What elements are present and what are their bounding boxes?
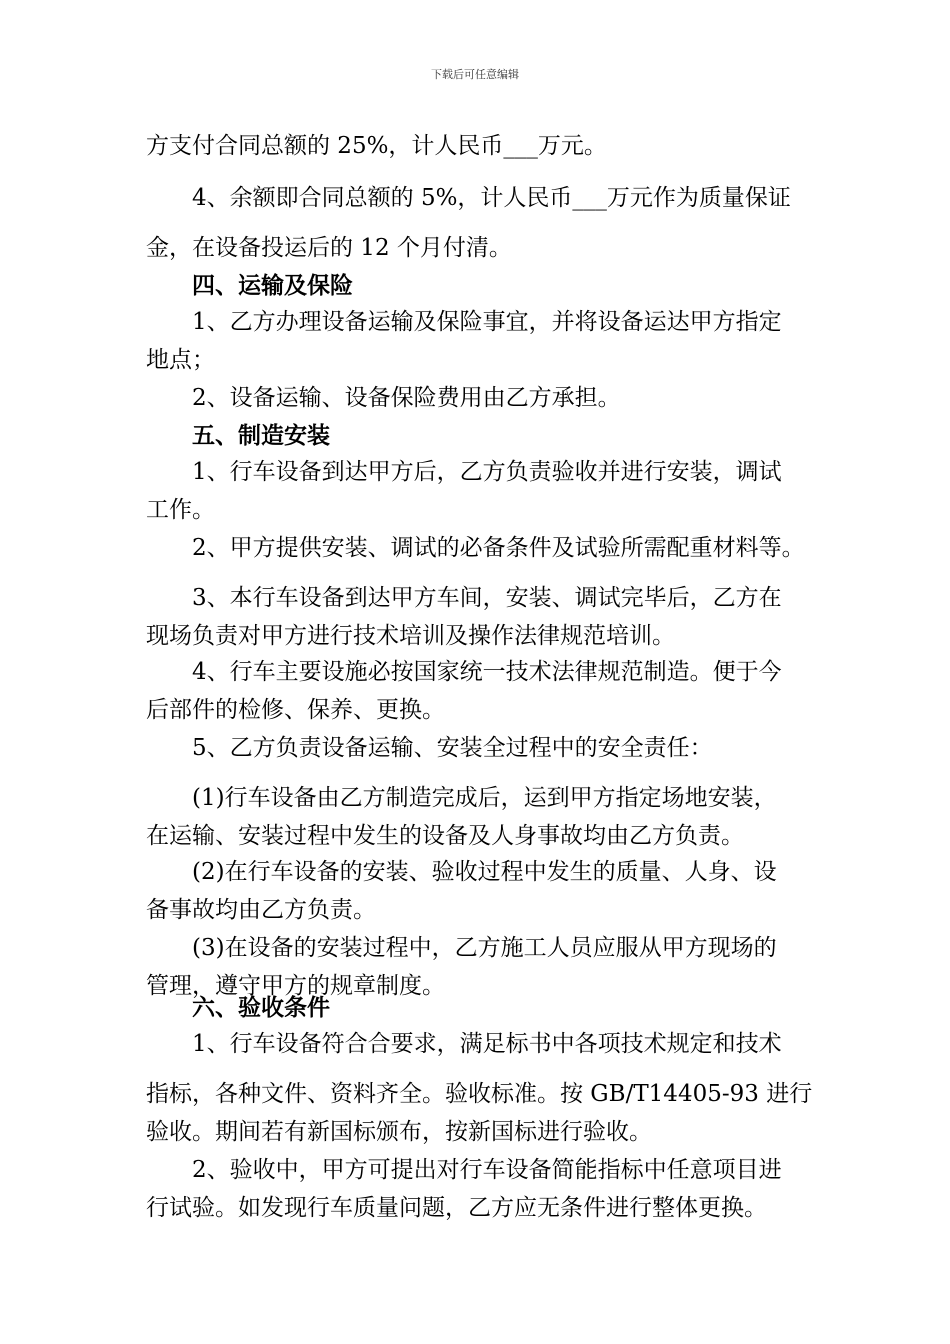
- paragraph-line: 地点；: [146, 347, 215, 373]
- paragraph-line: 工作。: [146, 497, 215, 523]
- paragraph-line: 4、行车主要设施必按国家统一技术法律规范制造。便于今: [192, 659, 782, 685]
- paragraph-line: 1、乙方办理设备运输及保险事宜，并将设备运达甲方指定: [192, 309, 782, 335]
- section-heading: 四、运输及保险: [192, 273, 353, 299]
- paragraph-line: 管理，遵守甲方的规章制度。: [146, 973, 445, 999]
- paragraph-line: (2)在行车设备的安装、验收过程中发生的质量、人身、设: [192, 859, 777, 885]
- paragraph-line: 1、行车设备符合合要求，满足标书中各项技术规定和技术: [192, 1031, 782, 1057]
- section-heading: 五、制造安装: [192, 423, 330, 449]
- paragraph-line: 3、本行车设备到达甲方车间，安装、调试完毕后，乙方在: [192, 585, 782, 611]
- paragraph-line: 验收。期间若有新国标颁布，按新国标进行验收。: [146, 1119, 652, 1145]
- section-heading: 六、验收条件: [192, 995, 330, 1021]
- paragraph-line: 2、甲方提供安装、调试的必备条件及试验所需配重材料等。: [192, 535, 805, 561]
- paragraph-line: 在运输、安装过程中发生的设备及人身事故均由乙方负责。: [146, 823, 744, 849]
- paragraph-line: 备事故均由乙方负责。: [146, 897, 376, 923]
- paragraph-line: 5、乙方负责设备运输、安装全过程中的安全责任：: [192, 735, 713, 761]
- paragraph-line: 2、验收中，甲方可提出对行车设备简能指标中任意项目进: [192, 1157, 782, 1183]
- paragraph-line: 2、设备运输、设备保险费用由乙方承担。: [192, 385, 621, 411]
- paragraph-line: 金，在设备投运后的 12 个月付清。: [146, 235, 512, 261]
- paragraph-line: (1)行车设备由乙方制造完成后，运到甲方指定场地安装，: [192, 785, 777, 811]
- paragraph-line: 4、余额即合同总额的 5%，计人民币___万元作为质量保证: [192, 185, 791, 211]
- paragraph-line: 现场负责对甲方进行技术培训及操作法律规范培训。: [146, 623, 675, 649]
- paragraph-line: (3)在设备的安装过程中，乙方施工人员应服从甲方现场的: [192, 935, 777, 961]
- paragraph-line: 方支付合同总额的 25%，计人民币___万元。: [146, 133, 607, 159]
- paragraph-line: 行试验。如发现行车质量问题，乙方应无条件进行整体更换。: [146, 1195, 767, 1221]
- paragraph-line: 指标，各种文件、资料齐全。验收标准。按 GB/T14405-93 进行: [146, 1081, 813, 1107]
- page-header-note: 下载后可任意编辑: [431, 68, 519, 81]
- paragraph-line: 后部件的检修、保养、更换。: [146, 697, 445, 723]
- paragraph-line: 1、行车设备到达甲方后，乙方负责验收并进行安装，调试: [192, 459, 782, 485]
